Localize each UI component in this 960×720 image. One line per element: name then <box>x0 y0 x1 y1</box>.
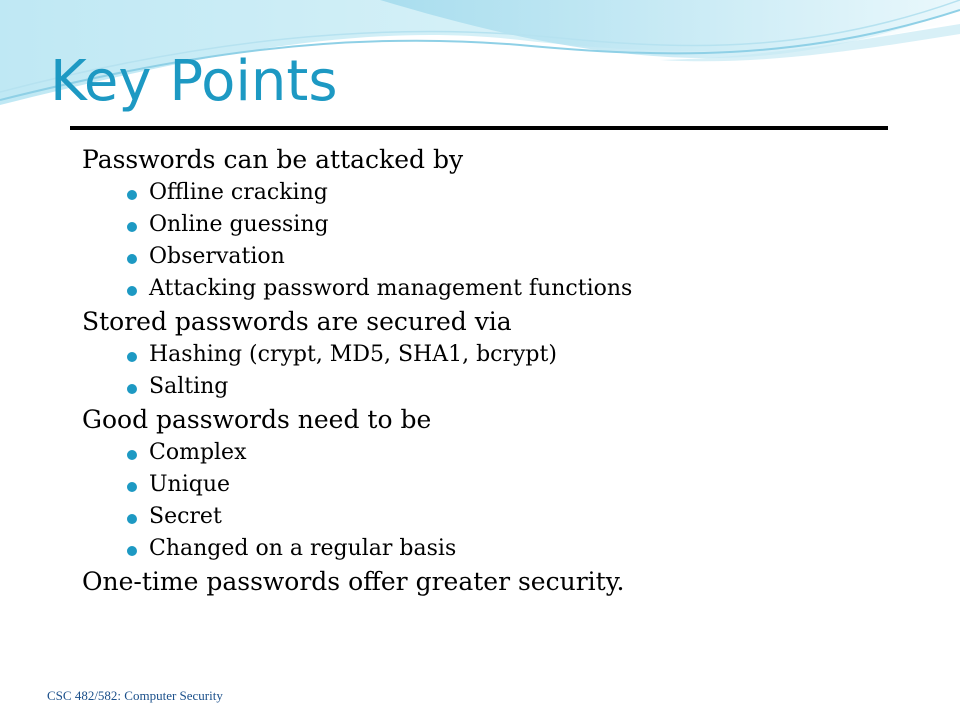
heading-one-time-passwords: One-time passwords offer greater security. <box>82 567 625 596</box>
list-item-label: Observation <box>149 244 285 269</box>
list-item <box>82 339 942 371</box>
list-item-label: Secret <box>149 504 222 529</box>
list-item <box>82 501 942 533</box>
title-underline <box>70 126 888 130</box>
bullet-icon <box>127 482 137 492</box>
list-item <box>82 533 942 565</box>
list-item <box>82 469 942 501</box>
list-item <box>82 177 942 209</box>
heading-storage: Stored passwords are secured via <box>82 307 512 336</box>
bullet-icon <box>127 352 137 362</box>
list-item-label: Complex <box>149 440 247 465</box>
bullet-icon <box>127 286 137 296</box>
list-item-label: Online guessing <box>149 212 329 237</box>
heading-good-passwords: Good passwords need to be <box>82 405 432 434</box>
list-item <box>82 437 942 469</box>
list-item-label: Salting <box>149 374 229 399</box>
footer-course-label: CSC 482/582: Computer Security <box>47 688 223 703</box>
list-item <box>82 371 942 403</box>
bullet-icon <box>127 384 137 394</box>
list-item-label: Offline cracking <box>149 180 328 205</box>
list-item <box>82 273 942 305</box>
bullet-icon <box>127 514 137 524</box>
list-item-label: Unique <box>149 472 231 497</box>
list-item-label: Hashing (crypt, MD5, SHA1, bcrypt) <box>149 342 557 367</box>
list-item-label: Changed on a regular basis <box>149 536 457 561</box>
slide-title: Key Points <box>50 49 338 114</box>
bullet-icon <box>127 546 137 556</box>
bullet-icon <box>127 254 137 264</box>
heading-attacks: Passwords can be attacked by <box>82 145 464 174</box>
bullet-icon <box>127 222 137 232</box>
list-item-label: Attacking password management functions <box>149 276 633 301</box>
list-item <box>82 209 942 241</box>
slide-body <box>82 143 942 599</box>
bullet-icon <box>127 190 137 200</box>
list-item <box>82 241 942 273</box>
bullet-icon <box>127 450 137 460</box>
